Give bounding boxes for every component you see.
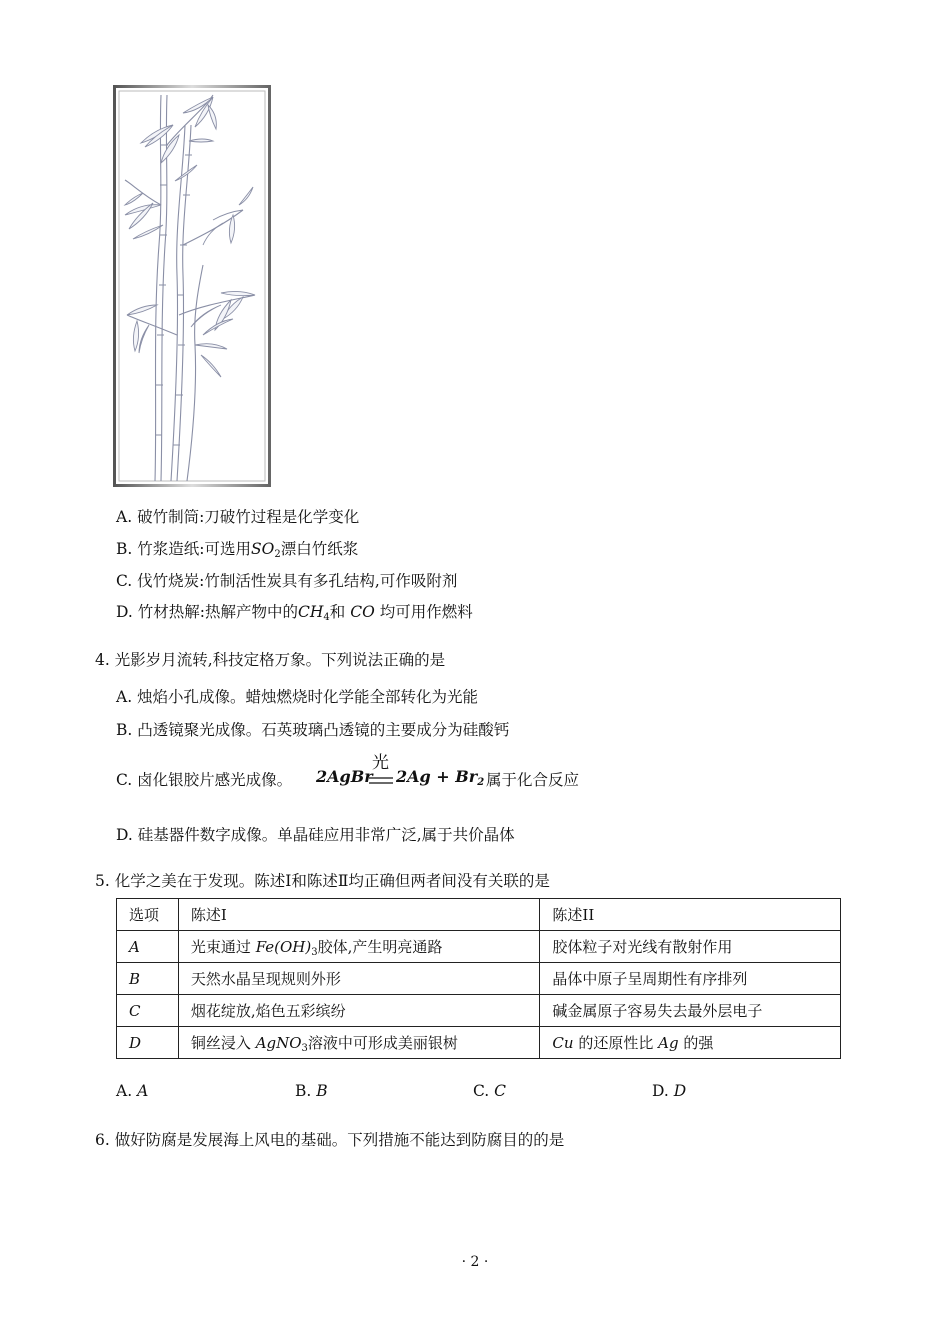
answer-letter: A. (116, 1082, 133, 1100)
s1-sub: 3 (311, 947, 318, 958)
equation-right-main: 2Ag + Br (396, 767, 478, 786)
q5-table (116, 898, 841, 1059)
q3-option-d-pre: 竹材热解:热解产物中的 (137, 603, 298, 621)
row-statement-1: 天然水晶呈现规则外形 (178, 963, 540, 995)
q6-stem: 6. 做好防腐是发展海上风电的基础。下列措施不能达到防腐目的的是 (95, 1131, 565, 1149)
row-option: B (117, 963, 179, 995)
q4-option-a: A. 烛焰小孔成像。蜡烛燃烧时化学能全部转化为光能 (116, 688, 479, 706)
q3-option-b-letter: B. (116, 540, 133, 558)
s1-post: 溶液中可形成美丽银树 (307, 1034, 458, 1052)
table-row (117, 963, 841, 995)
equation-left: 2AgBr (316, 767, 373, 786)
s1-chem: Fe(OH) (255, 938, 312, 956)
q4-option-c-pre: C. 卤化银胶片感光成像。 (116, 771, 293, 789)
q3-option-d-mid: 和 (329, 603, 346, 621)
equation-right-sub: 2 (477, 777, 485, 788)
s2-mid: 的还原性比 (578, 1034, 654, 1052)
q3-option-b-post: 漂白竹纸浆 (280, 540, 359, 558)
q3-option-b-chem: SO (251, 540, 275, 558)
header-statement-2: 陈述II (540, 899, 841, 931)
q3-option-a-letter: A. (116, 508, 133, 526)
s2-chem1: Cu (552, 1034, 574, 1052)
header-statement-1: 陈述I (178, 899, 540, 931)
page-number: · 2 · (461, 1254, 489, 1270)
answer-letter: B. (295, 1082, 312, 1100)
q3-option-d-chem1: CH (297, 603, 324, 621)
q5-answer-d (652, 1082, 686, 1100)
q5-answer-b (295, 1082, 328, 1100)
row-option: A (117, 931, 179, 963)
q4-option-d: D. 硅基器件数字成像。单晶硅应用非常广泛,属于共价晶体 (116, 826, 515, 844)
bamboo-illustration (113, 85, 271, 487)
q3-option-a-text: 破竹制筒:刀破竹过程是化学变化 (137, 508, 360, 526)
q3-option-d-post: 均可用作燃料 (379, 603, 473, 621)
q5-stem: 5. 化学之美在于发现。陈述Ⅰ和陈述Ⅱ均正确但两者间没有关联的是 (95, 872, 550, 890)
header-option: 选项 (117, 899, 179, 931)
answer-letter: D. (652, 1082, 669, 1100)
s1-pre: 铜丝浸入 (190, 1034, 251, 1052)
q4-option-c-post: 属于化合反应 (486, 771, 580, 789)
s1-chem: AgNO (255, 1034, 302, 1052)
table-row (117, 995, 841, 1027)
row-option: C (117, 995, 179, 1027)
answer-value: A (137, 1082, 149, 1100)
table-header-row (117, 899, 841, 931)
equation-condition: 光 (372, 753, 389, 773)
equation-right (396, 767, 484, 786)
row-statement-1 (178, 931, 540, 963)
q4-option-c-equation (316, 748, 580, 798)
answer-value: B (316, 1082, 328, 1100)
q3-option-b-pre: 竹浆造纸:可选用 (137, 540, 251, 558)
q3-option-d-sub1: 4 (323, 612, 330, 623)
s1-sub: 3 (301, 1043, 308, 1054)
q5-answer-c (473, 1082, 506, 1100)
row-option: D (117, 1027, 179, 1059)
s1-pre: 光束通过 (190, 938, 251, 956)
s1-post: 胶体,产生明亮通路 (317, 938, 443, 956)
row-statement-1 (178, 1027, 540, 1059)
s2-post: 的强 (683, 1034, 714, 1052)
row-statement-2: 晶体中原子呈周期性有序排列 (540, 963, 841, 995)
equation-equals-sign (368, 776, 394, 786)
q4-option-b: B. 凸透镜聚光成像。石英玻璃凸透镜的主要成分为硅酸钙 (116, 721, 510, 739)
q4-stem: 4. 光影岁月流转,科技定格万象。下列说法正确的是 (95, 651, 446, 669)
table-row (117, 1027, 841, 1059)
q3-option-c-letter: C. (116, 572, 133, 590)
q3-option-d (116, 600, 473, 622)
q3-option-d-chem2: CO (350, 603, 375, 621)
q3-option-b (116, 537, 358, 559)
q3-option-c-text: 伐竹烧炭:竹制活性炭具有多孔结构,可作吸附剂 (137, 572, 458, 590)
answer-value: C (494, 1082, 507, 1100)
row-statement-2: 胶体粒子对光线有散射作用 (540, 931, 841, 963)
q3-option-c (116, 569, 457, 591)
q3-option-d-letter: D. (116, 603, 133, 621)
row-statement-2: 碱金属原子容易失去最外层电子 (540, 995, 841, 1027)
answer-letter: C. (473, 1082, 490, 1100)
row-statement-1: 烟花绽放,焰色五彩缤纷 (178, 995, 540, 1027)
s2-chem2: Ag (658, 1034, 679, 1052)
q3-option-a (116, 505, 359, 527)
answer-value: D (673, 1082, 687, 1100)
table-row (117, 931, 841, 963)
q5-answer-a (116, 1082, 148, 1100)
row-statement-2 (540, 1027, 841, 1059)
q3-option-b-sub: 2 (274, 549, 281, 560)
